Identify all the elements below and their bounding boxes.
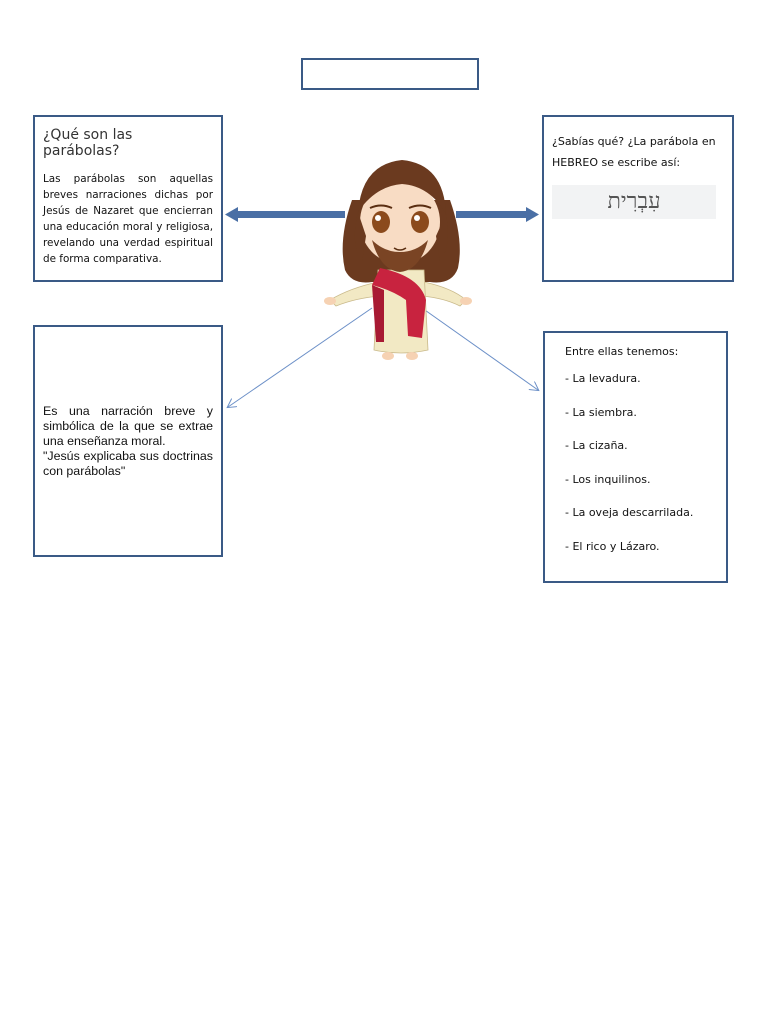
list-item: - La levadura. <box>565 372 641 385</box>
list-item: - La cizaña. <box>565 439 628 452</box>
definition-text: Las parábolas son aquellas breves narraciones dichas por Jesús de Nazaret que encierran una educación moral y religiosa, revelando una verdad espiritual de forma comparativa. <box>43 173 213 265</box>
list-item: - Los inquilinos. <box>565 472 651 486</box>
jesus-cartoon-icon <box>324 160 472 360</box>
list-item: - La oveja descarrilada. <box>565 506 694 519</box>
list-intro: Entre ellas tenemos: <box>565 345 679 358</box>
left-diagonal-arrow <box>228 308 372 407</box>
list-item: - El rico y Lázaro. <box>565 539 660 553</box>
list-item: - La siembra. <box>565 405 637 419</box>
definition-heading: ¿Qué son las parábolas? <box>43 127 133 159</box>
right-block-arrow <box>456 207 539 222</box>
left-block-arrow <box>225 207 345 222</box>
right-diagonal-arrow <box>422 308 538 390</box>
hebrew-intro-text: ¿Sabías qué? ¿La parábola en HEBREO se escribe así: <box>552 135 716 169</box>
hebrew-word: עִבְרִית <box>607 189 661 214</box>
narration-line-2: "Jesús explicaba sus doctrinas con parábolas" <box>43 448 213 478</box>
narration-line-1: Es una narración breve y simbólica de la que se extrae una enseñanza moral. <box>43 403 213 448</box>
